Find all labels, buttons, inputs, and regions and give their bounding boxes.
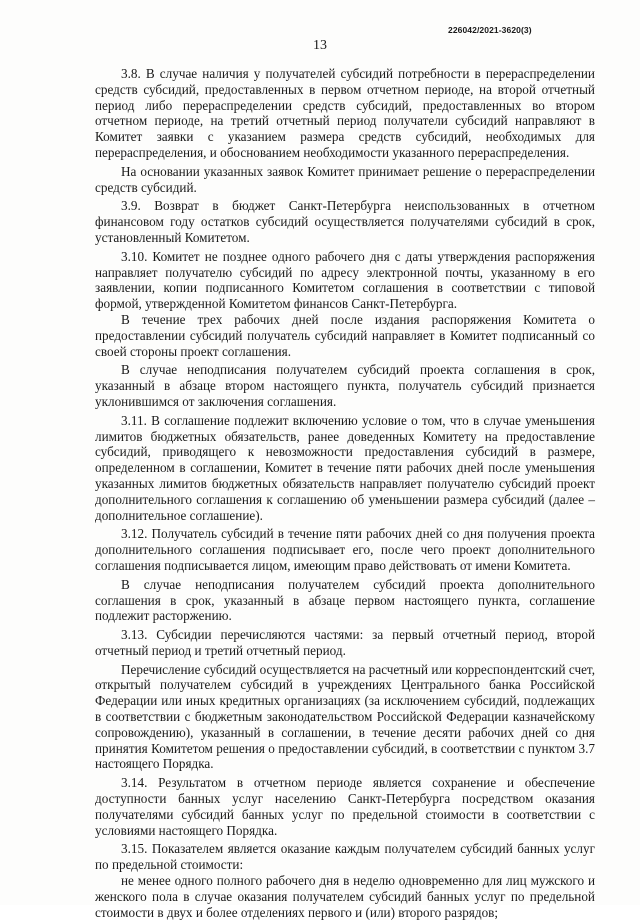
document-registration-number: 226042/2021-3620(3) (448, 25, 532, 35)
paragraph: В течение трех рабочих дней после издания распоряжения Комитета о предоставлении субсидий получатель субсидий направляет в Комитет подписанный со своей стороны проект соглашения. (95, 311, 595, 359)
page-number: 13 (313, 38, 327, 53)
paragraph-3-13: 3.13. Субсидии перечисляются частями: за первый отчетный период, второй отчетный период и третий отчетный период. (95, 627, 595, 658)
paragraph-3-15: 3.15. Показателем является оказание каждым получателем субсидий банных услуг по предельной стоимости: (95, 841, 595, 873)
paragraph-3-8: 3.8. В случае наличия у получателей субсидий потребности в перераспределении средств субсидий, предоставленных в первом отчетном периоде, на второй отчетный период либо перераспределении средств субсидий, предоставленных во втором отчетном периоде, на третий отчетный период получатели субсидий направляют в Комитет заявки с указанием размера средств субсидий, необходимых для перераспределения, и обоснованием необходимости указанного перераспределения. (95, 66, 595, 160)
paragraph: В случае неподписания получателем субсидий проекта дополнительного соглашения в срок, указанный в абзаце первом настоящего пункта, соглашение подлежит расторжению. (95, 576, 595, 624)
paragraph: Перечисление субсидий осуществляется на расчетный или корреспондентский счет, открытый получателем субсидий в учреждениях Центрального банка Российской Федерации или иных кредитных организациях (за исключением субсидий, подлежащих в соответствии с бюджетным законодательством Российской Федерации казначейскому сопровождению), указанный в соглашении, в течение десяти рабочих дней со дня принятия Комитетом решения о предоставлении субсидий, в соответствии с пунктом 3.7 настоящего Порядка. (95, 661, 595, 772)
document-body (95, 66, 595, 920)
paragraph: не менее одного полного рабочего дня в неделю одновременно для лиц мужского и женского пола в случае оказания получателем субсидий банных услуг по предельной стоимости в двух и более отделениях первого и (или) второго разрядов; (95, 873, 595, 920)
paragraph-3-12: 3.12. Получатель субсидий в течение пяти рабочих дней со дня получения проекта дополнительного соглашения подписывает его, после чего проект дополнительного соглашения подписывается лицом, имеющим право действовать от имени Комитета. (95, 526, 595, 573)
paragraph: На основании указанных заявок Комитет принимает решение о перераспределении средств субсидий. (95, 163, 595, 195)
paragraph-3-11: 3.11. В соглашение подлежит включению условие о том, что в случае уменьшения лимитов бюджетных обязательств, ранее доведенных Комитету на предоставление субсидий, приводящего к невозможности предоставления субсидий в размере, определенном в соглашении, Комитет в течение пяти рабочих дней после уменьшения указанных лимитов бюджетных обязательств направляет получателю субсидий проект дополнительного соглашения к соглашению об уменьшении размера субсидий (далее – дополнительное соглашение). (95, 412, 595, 523)
paragraph: В случае неподписания получателем субсидий проекта соглашения в срок, указанный в абзаце втором настоящего пункта, получатель субсидий признается уклонившимся от заключения соглашения. (95, 362, 595, 409)
paragraph-3-9: 3.9. Возврат в бюджет Санкт-Петербурга неиспользованных в отчетном финансовом году остатков субсидий осуществляется получателями субсидий в срок, установленный Комитетом. (95, 198, 595, 245)
paragraph-3-10: 3.10. Комитет не позднее одного рабочего дня с даты утверждения распоряжения направляет получателю субсидий по адресу электронной почты, указанному в его заявлении, копии подписанного Комитетом соглашения в соответствии с типовой формой, утвержденной Комитетом финансов Санкт-Петербурга. (95, 248, 595, 312)
paragraph-3-14: 3.14. Результатом в отчетном периоде является сохранение и обеспечение доступности банных услуг населению Санкт-Петербурга посредством оказания получателями субсидий банных услуг по предельной стоимости в соответствии с условиями настоящего Порядка. (95, 775, 595, 838)
